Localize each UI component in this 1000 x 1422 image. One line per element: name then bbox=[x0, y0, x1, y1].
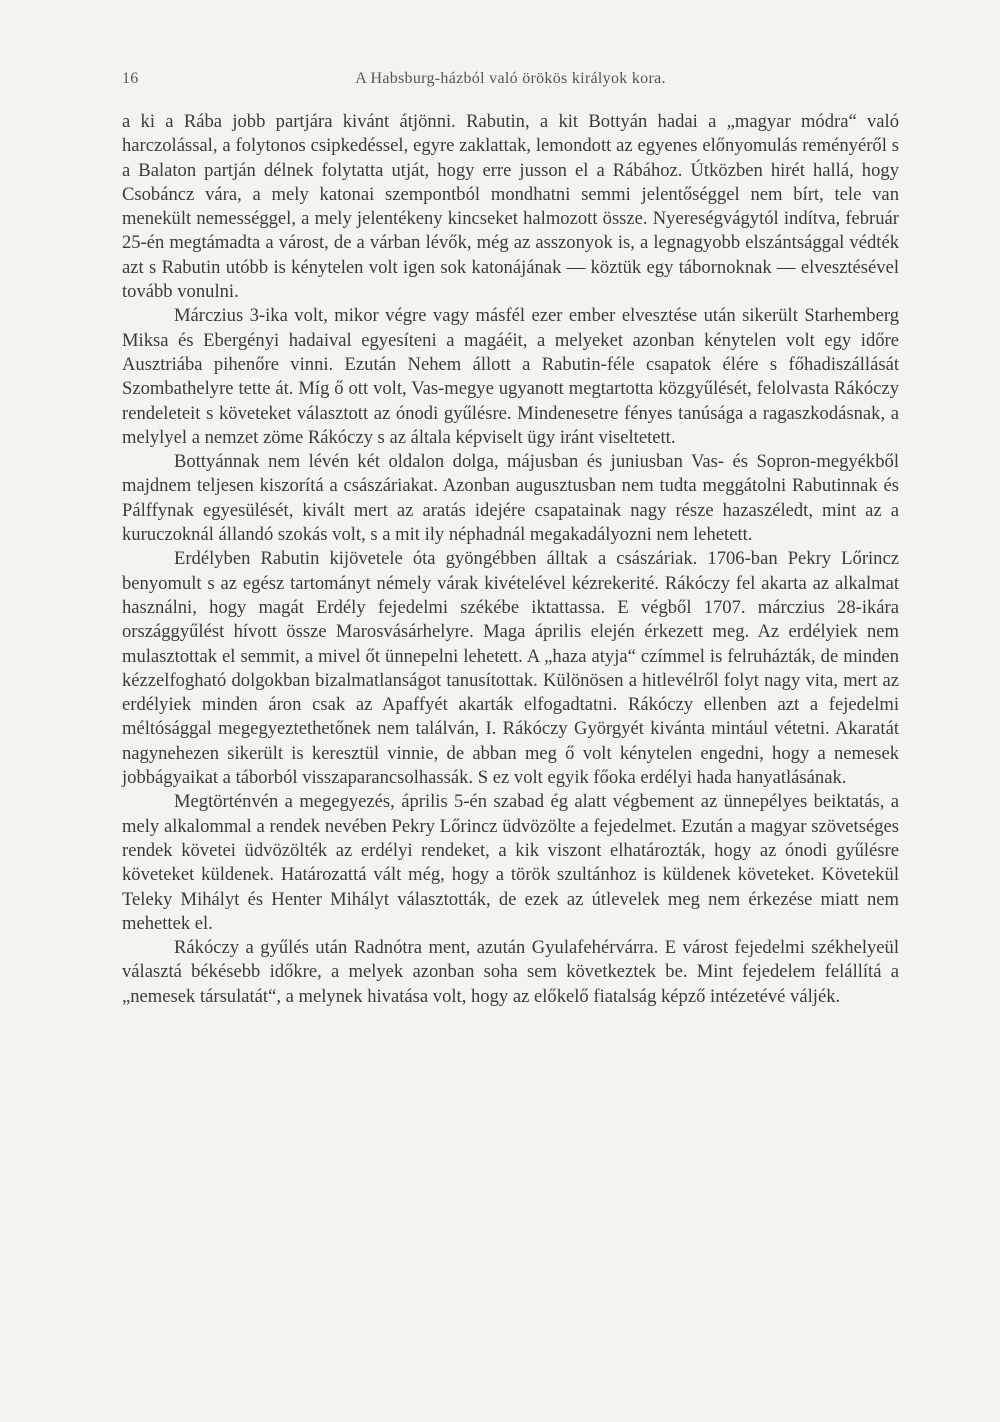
paragraph: a ki a Rába jobb partjára kivánt átjönni. Rabutin, a kit Bottyán hadai a „magyar módra“ való harczolással, a folytonos csipkedéssel, egyre zaklattak, lemondott az egyenes előnyomulás reményéről s a Balaton partján délnek folytatta utját, hogy erre jusson el a Rábához. Útközben hirét hallá, hogy Csobáncz vára, a mely katonai szempontból mondhatni semmi jelentőséggel nem bírt, tele van menekült nemességgel, a mely jelentékeny kincseket halmozott össze. Nyereségvágytól indítva, február 25-én megtámadta a várost, de a várban lévők, még az asszonyok is, a legnagyobb elszántsággal védték azt s Rabutin utóbb is kénytelen volt igen sok katonájának — köztük egy tábornoknak — elvesztésével tovább vonulni. bbox=[122, 111, 899, 303]
body-text bbox=[122, 110, 899, 1009]
paragraph: Márczius 3-ika volt, mikor végre vagy másfél ezer ember elvesztése után sikerült Starhemberg Miksa és Ebergényi hadaival egyesíteni a magáéit, a melyeket azonban kénytelen volt egy időre Ausztriába pihenőre vinni. Ezután Nehem állott a Rabutin-féle csapatok élére s főhadiszállását Szombathelyre tette át. Míg ő ott volt, Vas-megye ugyanott megtartotta közgyűlését, felolvasta Rákóczy rendeleteit s követeket választott az ónodi gyűlésre. Mindenesetre fényes tanúsága a ragaszkodásnak, a melylyel a nemzet zöme Rákóczy s az általa képviselt ügy iránt viseltetett. bbox=[122, 305, 899, 448]
paragraph: Rákóczy a gyűlés után Radnótra ment, azután Gyulafehérvárra. E várost fejedelmi székhelyeül választá békésebb időkre, a melyek azonban soha sem következtek be. Mint fejedelem felállítá a „nemesek társulatát“, a melynek hivatása volt, hogy az előkelő fiatalság képző intézetévé váljék. bbox=[122, 937, 899, 1007]
page-number: 16 bbox=[122, 70, 139, 87]
running-header bbox=[122, 70, 899, 94]
paragraph: Megtörténvén a megegyezés, április 5-én szabad ég alatt végbement az ünnepélyes beiktatás, a mely alkalommal a rendek nevében Pekry Lőrincz üdvözölte a fejedelmet. Ezután a magyar szövetséges rendek követei üdvözölték az erdélyi rendeket, a kik viszont elhatározták, hogy az ónodi gyűlésre követeket küldenek. Határozattá vált még, hogy a török szultánhoz is küldenek követeket. Követekül Teleky Mihályt és Henter Mihályt választották, de ezek az útlevelek meg nem érkezése miatt nem mehettek el. bbox=[122, 791, 899, 934]
paragraph: Erdélyben Rabutin kijövetele óta gyöngébben álltak a császáriak. 1706-ban Pekry Lőrincz benyomult s az egész tartományt némely várak kivételével kézrekerité. Rákóczy fel akarta az alkalmat használni, hogy magát Erdély fejedelmi székébe iktattassa. E végből 1707. márczius 28-ikára országgyűlést hívott össze Marosvásárhelyre. Maga április elején érkezett meg. Az erdélyiek nem mulasztottak el semmit, a mivel őt ünnepelni lehetett. A „haza atyja“ czímmel is felruházták, de minden kézzelfogható dolgokban bizalmatlanságot tanusítottak. Különösen a hitlevélről folyt nagy vita, mert az erdélyiek minden áron csak az Apaffyét akarták elfogadtatni. Rákóczy ellenben azt a fejedelmi méltósággal megegyeztethetőnek nem találván, I. Rákóczy Györgyét kivánta mintául vétetni. Akaratát nagynehezen sikerült is keresztül vinnie, de abban meg ő volt kénytelen engedni, hogy a nemesek jobbágyaikat a táborból visszaparancsolhassák. S ez volt egyik főoka erdélyi hada hanyatlásának. bbox=[122, 548, 899, 789]
running-title: A Habsburg-házból való örökös királyok kora. bbox=[355, 70, 666, 87]
paragraph: Bottyánnak nem lévén két oldalon dolga, májusban és juniusban Vas- és Sopron-megyékből majdnem teljesen kiszorítá a császáriakat. Azonban augusztusban nem tudta meggátolni Rabutinnak és Pálffynak egyesülését, kivált mert az aratás idejére csapatainak nagy része hazaszéledt, mint az a kuruczoknál állandó szokás volt, s a mit ily néphadnál megakadályozni nem lehetett. bbox=[122, 451, 899, 546]
